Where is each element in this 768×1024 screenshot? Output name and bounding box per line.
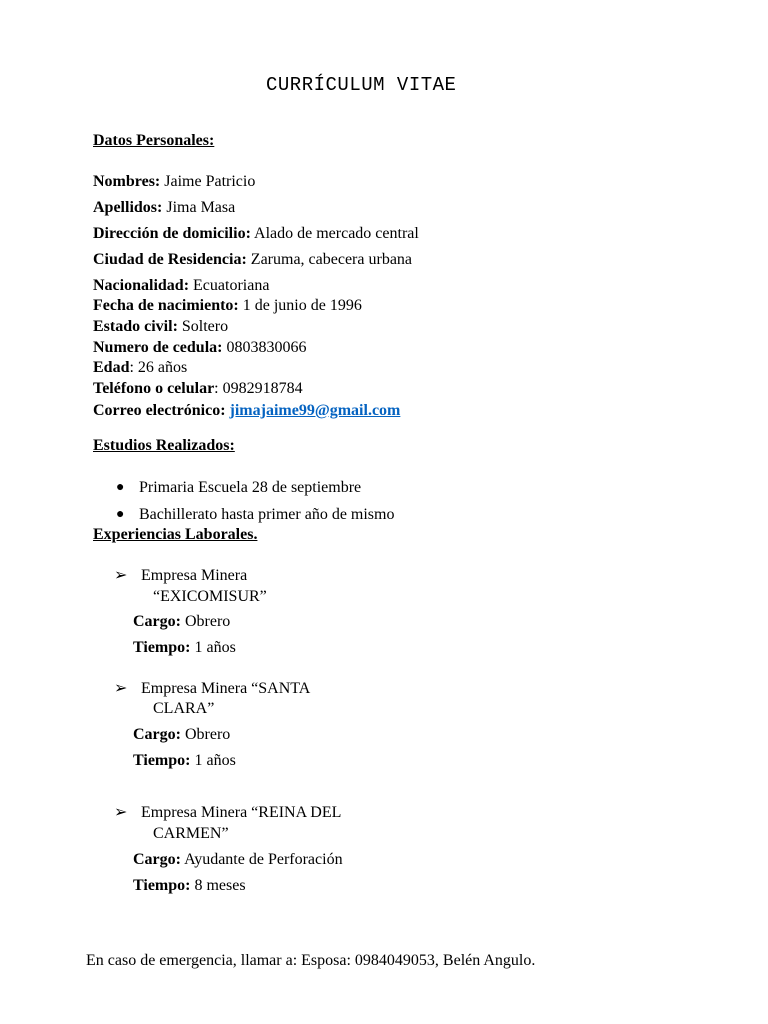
field-value: : 26 años [129, 359, 188, 376]
field-label: Estado civil: [93, 318, 178, 335]
tiempo-label: Tiempo: [133, 877, 191, 894]
tiempo-value: 1 años [190, 639, 236, 656]
job-tiempo [133, 751, 236, 771]
studies-heading: Estudios Realizados: [93, 437, 235, 454]
job-company-line2: “EXICOMISUR” [153, 588, 267, 605]
field-label: Fecha de nacimiento: [93, 297, 239, 314]
job-company-line1: Empresa Minera “REINA DEL [141, 804, 342, 821]
cargo-label: Cargo: [133, 726, 181, 743]
field-nombres [93, 172, 255, 192]
arrow-right-icon: ➢ [114, 567, 128, 584]
field-correo [93, 401, 400, 421]
cargo-label: Cargo: [133, 613, 181, 630]
arrow-right-icon: ➢ [114, 804, 128, 821]
cargo-value: Ayudante de Perforación [180, 851, 343, 868]
field-fecha-nacimiento [93, 296, 362, 316]
cargo-value: Obrero [180, 613, 231, 630]
tiempo-label: Tiempo: [133, 639, 191, 656]
field-label: Numero de cedula: [93, 339, 223, 356]
field-direccion [93, 224, 419, 244]
tiempo-label: Tiempo: [133, 752, 191, 769]
job-company-line2: CLARA” [153, 700, 215, 717]
field-estado-civil [93, 317, 228, 337]
field-label: Nacionalidad: [93, 277, 190, 294]
field-edad [93, 358, 187, 378]
document-title: CURRÍCULUM VITAE [266, 74, 457, 96]
field-label: Nombres: [93, 173, 161, 190]
field-label: Apellidos: [93, 199, 163, 216]
study-item: Bachillerato hasta primer año de mismo [139, 506, 395, 523]
field-value: : 0982918784 [214, 380, 303, 397]
personal-data-heading: Datos Personales: [93, 132, 215, 149]
cargo-label: Cargo: [133, 851, 181, 868]
field-value: Alado de mercado central [250, 225, 419, 242]
field-label: Edad [93, 359, 130, 376]
study-item: Primaria Escuela 28 de septiembre [139, 479, 362, 496]
field-label: Teléfono o celular [93, 380, 215, 397]
field-ciudad [93, 250, 412, 270]
field-nacionalidad [93, 276, 269, 296]
job-cargo [133, 612, 230, 632]
emergency-contact: En caso de emergencia, llamar a: Esposa: 0984049053, Belén Angulo. [86, 952, 536, 969]
field-label: Correo electrónico: [93, 402, 226, 419]
field-telefono [93, 379, 303, 399]
field-value: Soltero [177, 318, 229, 335]
field-value: Jaime Patricio [160, 173, 256, 190]
tiempo-value: 1 años [190, 752, 236, 769]
field-cedula [93, 338, 306, 358]
bullet-icon: ● [116, 480, 125, 495]
job-cargo [133, 725, 230, 745]
field-label: Dirección de domicilio: [93, 225, 251, 242]
experience-heading: Experiencias Laborales. [93, 526, 258, 543]
tiempo-value: 8 meses [190, 877, 246, 894]
job-cargo [133, 850, 343, 870]
field-value: Ecuatoriana [189, 277, 270, 294]
job-company-line1: Empresa Minera “SANTA [141, 680, 311, 697]
job-tiempo [133, 638, 236, 658]
job-company-line1: Empresa Minera [141, 567, 248, 584]
job-tiempo [133, 876, 246, 896]
job-company-line2: CARMEN” [153, 825, 229, 842]
field-value: Jima Masa [162, 199, 236, 216]
field-value: 1 de junio de 1996 [238, 297, 362, 314]
email-link[interactable]: jimajaime99@gmail.com [229, 402, 401, 419]
field-value: 0803830066 [222, 339, 307, 356]
field-apellidos [93, 198, 235, 218]
field-value: Zaruma, cabecera urbana [246, 251, 413, 268]
cargo-value: Obrero [180, 726, 231, 743]
bullet-icon: ● [116, 507, 125, 522]
arrow-right-icon: ➢ [114, 680, 128, 697]
field-label: Ciudad de Residencia: [93, 251, 247, 268]
